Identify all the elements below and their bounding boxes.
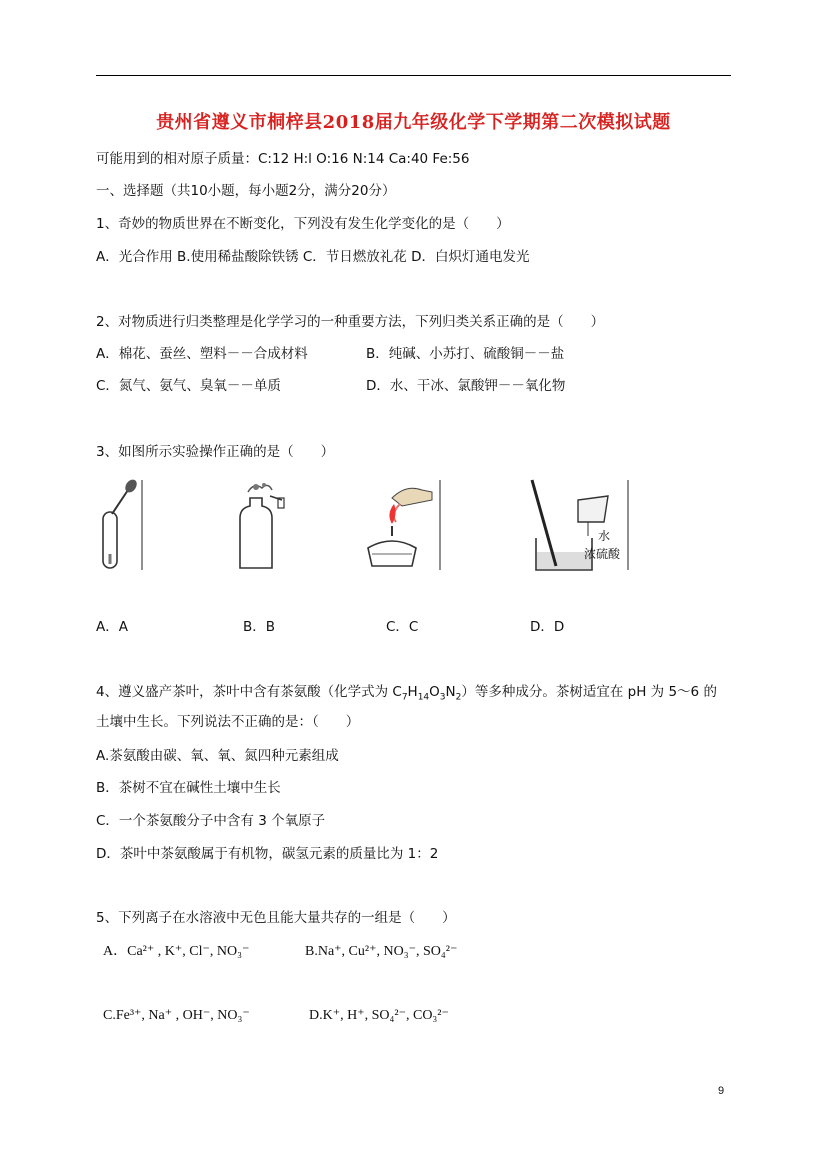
q4-option-d: D．茶叶中茶氨酸属于有机物，碳氢元素的质量比为 1：2	[96, 846, 439, 862]
q5-option-a: A．Ca²⁺ , K⁺, Cl⁻, NO₃⁻	[103, 944, 250, 959]
q1-stem: 1、奇妙的物质世界在不断变化，下列没有发生化学变化的是（ ）	[96, 216, 510, 232]
q2-option-d: D．水、干冰、氯酸钾－－氧化物	[366, 378, 566, 394]
figure-d-label-acid: 浓硫酸	[584, 547, 621, 561]
q4-stem-line2: 土壤中生长。下列说法不正确的是：（ ）	[96, 714, 360, 730]
q5-stem: 5、下列离子在水溶液中无色且能大量共存的一组是（ ）	[96, 910, 456, 926]
figure-a-dropper	[98, 478, 146, 574]
q4-option-b: B．茶树不宜在碱性土壤中生长	[96, 780, 281, 796]
q2-option-c: C．氮气、氨气、臭氧－－单质	[96, 378, 281, 394]
atomic-masses: 可能用到的相对原子质量：C:12 H:l O:16 N:14 Ca:40 Fe:56	[96, 151, 470, 167]
q4-option-a: A.茶氨酸由碳、氧、氧、氮四种元素组成	[96, 748, 339, 764]
q3-option-c: C．C	[386, 619, 419, 635]
page-title: 贵州省遵义市桐梓县2018届九年级化学下学期第二次模拟试题	[156, 112, 671, 133]
q1-options: A．光合作用 B.使用稀盐酸除铁锈 C．节日燃放礼花 D．白炽灯通电发光	[96, 249, 530, 265]
q5-option-b: B.Na⁺, Cu²⁺, NO₃⁻, SO₄²⁻	[305, 944, 458, 959]
q4-option-c: C．一个茶氨酸分子中含有 3 个氧原子	[96, 813, 326, 829]
q2-option-b: B．纯碱、小苏打、硫酸铜－－盐	[366, 346, 565, 362]
q5-option-d: D.K⁺, H⁺, SO₄²⁻, CO₃²⁻	[309, 1008, 449, 1023]
q2-stem: 2、对物质进行归类整理是化学学习的一种重要方法，下列归类关系正确的是（ ）	[96, 314, 605, 330]
page-number: 9	[718, 1085, 725, 1097]
header-rule	[96, 75, 731, 76]
figure-d-label-water: 水	[598, 529, 611, 543]
q3-option-a: A．A	[96, 619, 128, 635]
figure-c-alcohol-lamp	[362, 478, 444, 574]
figure-b-bottle	[228, 478, 288, 574]
q4-stem-line1: 4、遵义盛产茶叶，茶叶中含有茶氨酸（化学式为 $C_7H_{14}O_3N_2$）等多种成分。茶树适宜在 pH 为 5～6 的	[96, 684, 717, 703]
q2-option-a: A．棉花、蚕丝、塑料－－合成材料	[96, 346, 308, 362]
q3-stem: 3、如图所示实验操作正确的是（ ）	[96, 444, 335, 460]
q5-option-c: C.Fe³⁺, Na⁺ , OH⁻, NO₃⁻	[103, 1008, 250, 1023]
q3-option-b: B．B	[243, 619, 276, 635]
section-heading: 一、选择题（共10小题，每小题2分，满分20分）	[96, 183, 396, 199]
q3-option-d: D．D	[530, 619, 565, 635]
